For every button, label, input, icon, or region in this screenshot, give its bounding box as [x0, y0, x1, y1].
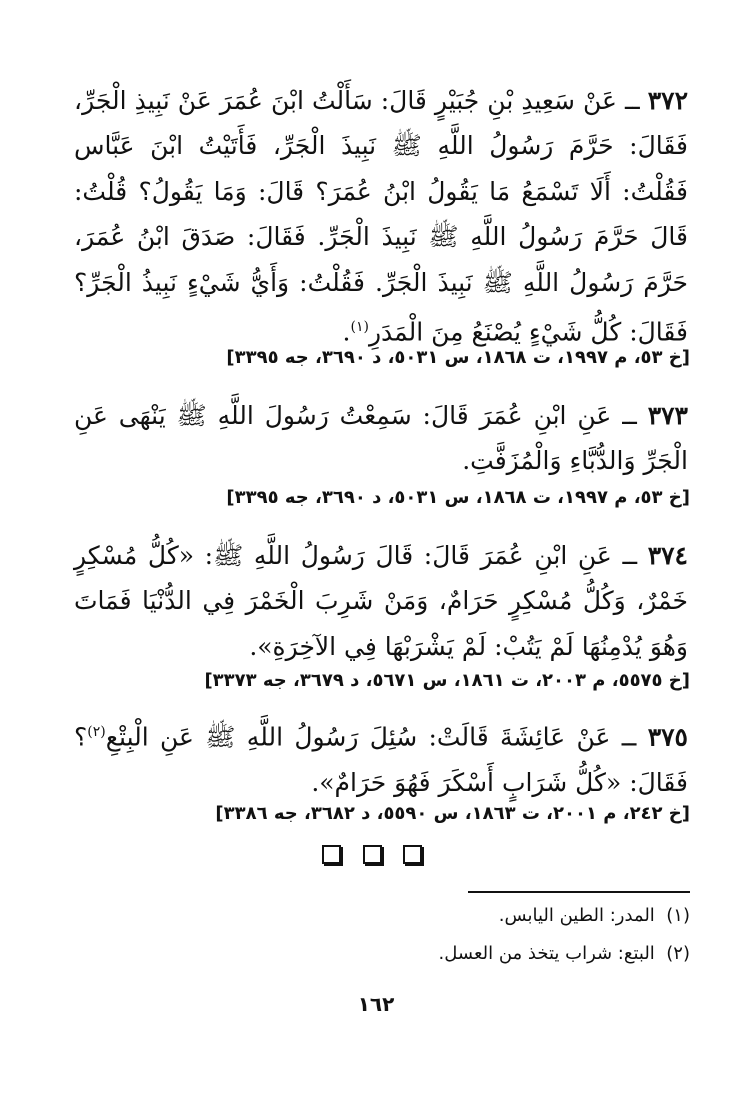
square-ornament-icon — [363, 845, 382, 864]
footnote-text: البتع: شراب يتخذ من العسل. — [438, 943, 655, 964]
hadith-number: ٣٧٢ — [647, 86, 689, 115]
hadith-end: . — [462, 446, 471, 476]
footnote-text: المدر: الطين اليابس. — [498, 905, 655, 926]
footnote-mark: (١) — [350, 319, 369, 336]
hadith-end: . — [249, 631, 258, 661]
hadith-text: عَنْ عَائِشَةَ قَالَتْ: سُئِلَ رَسُولُ اللَّهِ ﷺ عَنِ الْبِتْعِ — [105, 722, 611, 752]
hadith-end: ؟ فَقَالَ: «كُلُّ شَرَابٍ أَسْكَرَ فَهُوَ حَرَامٌ». — [74, 722, 688, 797]
footnote-2 — [300, 940, 690, 968]
square-ornament-icon — [403, 845, 422, 864]
page-number: ١٦٢ — [357, 992, 395, 1016]
hadith-text: عَنْ سَعِيدِ بْنِ جُبَيْرٍ قَالَ: سَأَلْتُ ابْنَ عُمَرَ عَنْ نَبِيذِ الْجَرِّ، فَقَالَ: حَرَّمَ رَسُولُ اللَّهِ ﷺ نَبِيذَ الْجَرِّ، فَأَتَيْتُ ابْنَ عَبَّاس فَقُلْتُ: أَلَا تَسْمَعُ مَا يَقُولُ ابْنُ عُمَرَ؟ قَالَ: وَمَا يَقُولُ؟ قُلْتُ: قَالَ حَرَّمَ رَسُولُ اللَّهِ ﷺ نَبِيذَ الْجَرِّ. فَقَالَ: صَدَقَ ابْنُ عُمَرَ، حَرَّمَ رَسُولُ اللَّهِ ﷺ نَبِيذَ الْجَرِّ. فَقُلْتُ: وَأَيُّ شَيْءٍ نَبِيذُ الْجَرِّ؟ فَقَالَ: كُلُّ شَيْءٍ يُصْنَعُ مِنَ الْمَدَرِ — [74, 86, 688, 347]
hadith-text: عَنِ ابْنِ عُمَرَ قَالَ: قَالَ رَسُولُ اللَّهِ ﷺ: «كُلُّ مُسْكِرٍ خَمْرٌ، وَكُلُّ مُسْكِرٍ حَرَامٌ، وَمَنْ شَرِبَ الْخَمْرَ فِي الدُّنْيَا فَمَاتَ وَهُوَ يُدْمِنُهَا لَمْ يَتُبْ: لَمْ يَشْرَبْهَا فِي الآخِرَةِ» — [74, 541, 688, 661]
hadith-dash: ــ — [611, 401, 648, 430]
hadith-reference: [خ ٥٣، م ١٩٩٧، ت ١٨٦٨، س ٥٠٣١، د ٣٦٩٠، جه ٣٣٩٥] — [226, 487, 690, 508]
hadith-text: عَنِ ابْنِ عُمَرَ قَالَ: سَمِعْتُ رَسُولَ اللَّهِ ﷺ يَنْهَى عَنِ الْجَرِّ وَالدُّبَّاءِ وَالْمُزَفَّتِ — [74, 401, 688, 476]
hadith-375 — [74, 710, 688, 805]
section-separator — [322, 845, 422, 869]
hadith-number: ٣٧٥ — [647, 722, 688, 752]
hadith-dash: ــ — [616, 86, 648, 115]
footnote-divider — [468, 891, 690, 893]
footnote-mark: (٢) — [87, 724, 106, 740]
hadith-end: . — [342, 317, 351, 347]
footnote-number: (١) — [666, 905, 690, 926]
hadith-number: ٣٧٣ — [647, 401, 688, 430]
hadith-dash: ــ — [610, 722, 648, 752]
hadith-372 — [74, 78, 688, 355]
square-ornament-icon — [322, 845, 341, 864]
footnote-number: (٢) — [666, 943, 690, 964]
hadith-reference: [خ ٥٣، م ١٩٩٧، ت ١٨٦٨، س ٥٠٣١، د ٣٦٩٠، جه ٣٣٩٥] — [226, 347, 690, 368]
hadith-number: ٣٧٤ — [647, 541, 688, 570]
footnote-1 — [300, 902, 690, 930]
hadith-dash: ــ — [611, 541, 648, 570]
hadith-reference: [خ ٢٤٢، م ٢٠٠١، ت ١٨٦٣، س ٥٥٩٠، د ٣٦٨٢، جه ٣٣٨٦] — [215, 803, 690, 824]
hadith-reference: [خ ٥٥٧٥، م ٢٠٠٣، ت ١٨٦١، س ٥٦٧١، د ٣٦٧٩، جه ٣٣٧٣] — [204, 670, 690, 691]
hadith-373 — [74, 393, 688, 484]
hadith-374 — [74, 533, 688, 669]
